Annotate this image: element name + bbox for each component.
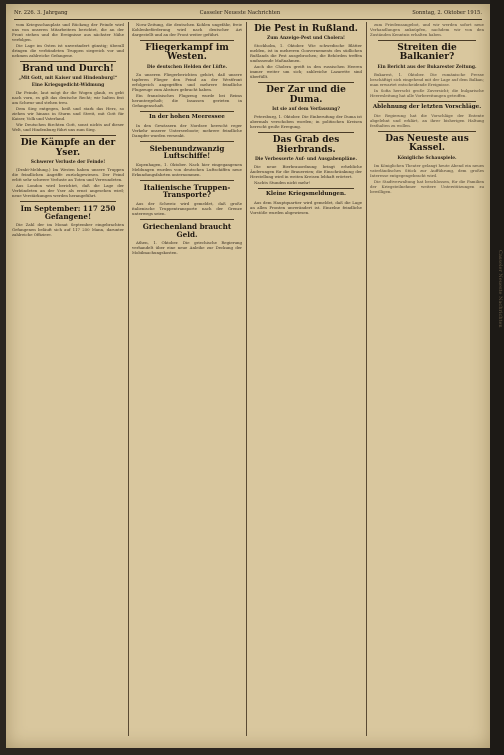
dark-margin — [490, 0, 504, 755]
issue-date: Sonntag, 2. Oktober 1915. — [412, 10, 482, 16]
masthead — [14, 8, 482, 20]
article-paragraph: Aus dem Hauptquartier wird gemeldet, daß die Lage an allen Fronten unverändert ist. Einzelne feindliche Vorstöße wurden abgewiesen. — [250, 200, 362, 216]
article-separator — [378, 131, 476, 132]
article-paragraph: Bukarest, 1. Oktober. Die rumänische Presse beschäftigt sich eingehend mit der Lage auf dem Balkan; man erwartet entscheidende Ereignisse. — [370, 71, 484, 87]
article-subheadline: Schwerer Verluste der Feinde! — [30, 160, 106, 166]
article-separator — [140, 180, 234, 181]
article-separator — [258, 188, 354, 189]
article-separator — [140, 141, 234, 142]
article-paragraph: Nova-Zeitung, die deutschen Kohlen ungefähr, freie Kohlenbeförderung wird nach deutscher Art dargestellt und an der Front weiter geführt. — [132, 22, 242, 37]
article-paragraph: In Sofia herrscht große Zuversicht; die bulgarische Heeresleitung hat alle Vorbereitungen getroffen. — [370, 87, 484, 98]
article-paragraph: Nachts Stunden nicht mehr! — [254, 180, 311, 186]
column-3 — [250, 22, 362, 738]
article-headline: Kleine Kriegsmeldungen. — [266, 191, 346, 198]
article-paragraph: Ein französisches Flugzeug wurde bei Reims heruntergeholt; die Insassen gerieten in Gefangenschaft. — [132, 92, 242, 108]
article-paragraph: Die Zahl der im Monat September eingebrachten Gefangenen beläuft sich auf 117 250 Mann, darunter zahlreiche Offiziere. — [12, 222, 124, 238]
article-paragraph: Kopenhagen, 1. Oktober. Nach hier eingegangenen Meldungen wurden von deutschen Luftschiffen neue Erkundungsfahrten unternommen. — [132, 161, 242, 177]
article-separator — [20, 61, 116, 62]
newspaper-page — [6, 4, 490, 748]
article-headline: Griechenland braucht Geld. — [142, 221, 232, 239]
article-separator — [258, 132, 354, 133]
column-rule — [128, 22, 129, 736]
column-1 — [12, 22, 124, 738]
article-subheadline: Ein Bericht aus der Bukarester Zeitung. — [377, 64, 477, 70]
article-paragraph: Die Stadtverwaltung hat beschlossen, für die Familien der Kriegsteilnehmer weitere Unterstützungen zu bewilligen. — [370, 178, 484, 194]
article-headline: Brand und Durch! — [22, 64, 114, 74]
article-paragraph: Die neue Bierbrauordnung bringt erhebliche Änderungen für die Brauereien; die Einschränkung der Herstellung wird in weiten Kreisen lebhaft erörtert. — [250, 164, 362, 180]
article-separator — [258, 82, 354, 83]
article-paragraph: Im Königlichen Theater gelangt heute Abend ein neues vaterländisches Stück zur Aufführung, dem großes Interesse entgegengebracht wird. — [370, 162, 484, 178]
article-headline: Italienische Truppen-Transporte? — [143, 182, 231, 200]
article-headline: Streiten die Balkanier? — [397, 43, 457, 63]
article-separator — [20, 201, 116, 202]
article-paragraph: Die Regierung hat die Vorschläge der Entente abgelehnt und erklärt, an ihrer bisherigen Haltung festhalten zu wollen. — [370, 112, 484, 128]
article-subheadline: Königliche Schauspiele. — [397, 155, 457, 161]
article-headline: Fliegerkampf im Westen. — [145, 43, 229, 63]
article-headline: Siebenundzwanzig Luftschiffe! — [149, 143, 225, 161]
article-subheadline: Ist sie auf dem Verfassung? — [272, 107, 340, 113]
article-separator — [378, 40, 476, 41]
article-paragraph: Petersburg, 1. Oktober. Die Einberufung der Duma ist abermals verschoben worden; in politischen Kreisen herrscht große Erregung. — [250, 114, 362, 130]
article-paragraph: Dem Sieg entgegen, heiß und stark das Herz, so ziehen wir hinaus in Sturm und Streit, mit Gott für Kaiser, Volk und Vaterland. — [12, 106, 124, 122]
column-4 — [370, 22, 484, 738]
article-paragraph: Aus London wird berichtet, daß die Lage der Verbündeten an der Yser als ernst angesehen wird; neue Verstärkungen werden herangeführt. — [12, 183, 124, 199]
article-subheadline: Die deutschen Helden der Lüfte. — [146, 64, 228, 70]
article-separator — [378, 101, 476, 102]
article-headline: Die Pest in Rußland. — [254, 24, 358, 34]
article-subheadline: Die Verbesserte Auf- und Ausgabenpläne. — [255, 157, 357, 163]
article-headline: Das Neueste aus Kassel. — [385, 133, 469, 154]
article-paragraph: In den Gewässern der Nordsee herrscht reger Verkehr unserer Unterseeboote; mehrere feindliche Dampfer wurden versenkt. — [132, 122, 242, 138]
article-headline: In der hohen Meeressee — [149, 113, 225, 120]
article-subheadline: Zum Anzeige-Pest und Cholera! — [267, 36, 345, 42]
article-separator — [20, 135, 116, 136]
issue-number: Nr. 226. 3. Jahrgang — [14, 10, 68, 16]
article-paragraph: Wir Deutschen fürchten Gott, sonst nichts auf dieser Welt, und Hindenburg führt uns zum Sieg. — [12, 122, 124, 133]
article-paragraph: (Draht-Meldung.) Im Westen haben unsere Truppen die feindlichen Angriffe zurückgewiesen. Der Feind erlitt sehr schwere Verluste an Toten und Verwundeten. — [12, 167, 124, 183]
article-paragraph: Athen, 1. Oktober. Die griechische Regierung verhandelt über eine neue Anleihe zur Deckung der Mobilmachungskosten. — [132, 240, 242, 256]
article-separator — [140, 219, 234, 220]
article-paragraph: Aus der Schweiz wird gemeldet, daß große italienische Truppentransporte nach der Grenze unterwegs seien. — [132, 200, 242, 216]
article-headline: Im September: 117 250 Gefangene! — [20, 204, 116, 221]
article-paragraph: Die Lage im Osten ist unverändert günstig; überall dringen die verbündeten Truppen siegreich vor und nehmen zahlreiche Gefangene. — [12, 43, 124, 58]
article-paragraph: Auch die Cholera greift in den russischen Heeren immer weiter um sich; zahlreiche Lazarette sind überfüllt. — [250, 64, 362, 80]
article-paragraph: vom Kriegsschauplatz und Rückzug der Feinde wird uns von unseren Mitarbeitern berichtet, die an der Front stehen und die Ereignisse aus nächster Nähe verfolgen. — [12, 22, 124, 42]
column-rule — [366, 22, 367, 736]
article-headline: Der Zar und die Duma. — [266, 85, 346, 105]
paper-name: Casseler Neueste Nachrichten — [199, 10, 281, 16]
column-rule — [246, 22, 247, 736]
article-paragraph: Ihr Feinde, laut mögt ihr die Wogen glaub, es geht nach vorn, es gilt das deutsche Recht; wir halten fest am Schwur und stehen treu. — [12, 90, 124, 106]
article-headline: Ablehnung der letzten Vorschläge. — [372, 103, 482, 110]
article-paragraph: zum Friedensangebot, und wir werden sofort neue Verhandlungen anknüpfen, nachdem wir von den Zuständen Kenntnis erhalten haben. — [370, 22, 484, 37]
margin-text: Casseler Neueste Nachrichten — [497, 250, 503, 328]
article-headline: Das Grab des Bierbrands. — [272, 135, 340, 155]
article-headline: Die Kämpfe an der Yser. — [20, 138, 116, 158]
article-subheadline: „Mit Gott, mit Kaiser und Hindenburg!“ — [18, 76, 118, 82]
article-paragraph: Stockholm, 1. Oktober. Wie schwedische Blätter melden, ist in mehreren Gouvernements des südlichen Rußlands die Pest ausgebrochen; die Behörden treffen umfassende Maßnahmen. — [250, 43, 362, 64]
column-2 — [132, 22, 242, 738]
article-separator — [140, 111, 234, 112]
article-paragraph: Zu unseren Fliegerberichten gehört, daß unsere tapferen Flieger den Feind an der Westfront erfolgreich angegriffen und mehrere feindliche Flugzeuge zum Absturz gebracht haben. — [132, 71, 242, 92]
article-subheadline: Eine Kriegsgedicht-Widmung — [31, 83, 105, 89]
article-separator — [140, 40, 234, 41]
